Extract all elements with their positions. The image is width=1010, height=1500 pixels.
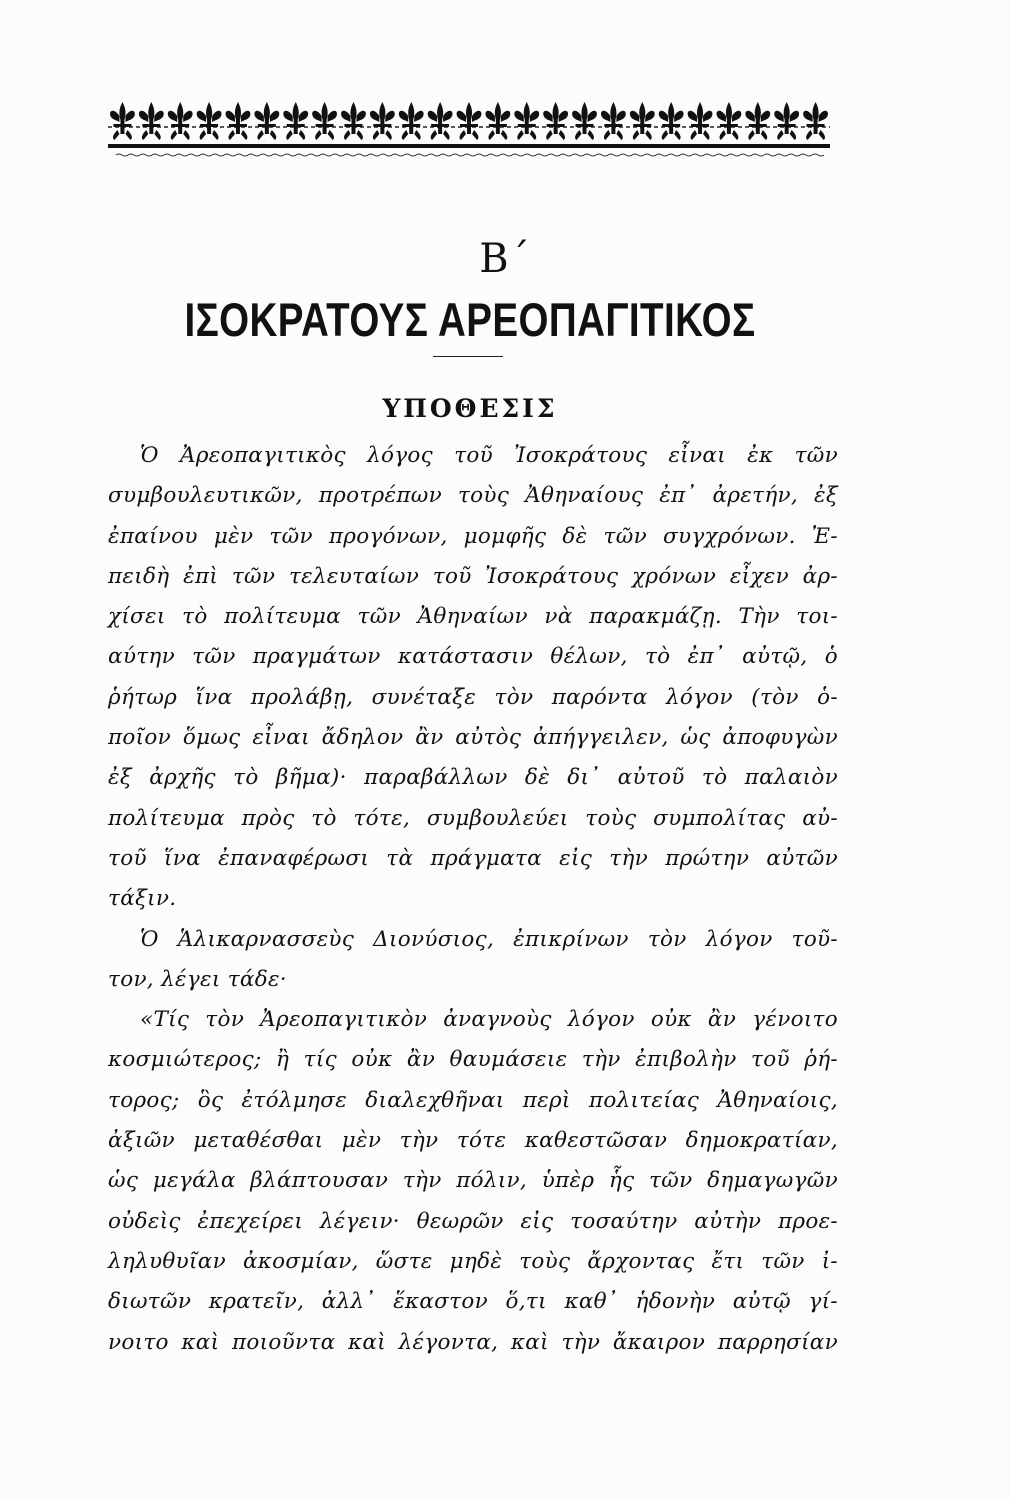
fleur-de-lis-icon [370,102,395,140]
fleur-de-lis-icon [514,102,539,140]
chapter-number: Β΄ [479,236,531,282]
fleur-de-lis-icon [341,102,366,140]
body-text [108,436,838,1363]
fleuron-border-icon [108,100,830,158]
text-line: αύτην τῶν πραγμάτων κατάστασιν θέλων, τὸ ἐπ᾽ αὐτῷ, ὁ [108,644,838,670]
text-line: πειδὴ ἐπὶ τῶν τελευταίων τοῦ Ἰσοκράτους χρόνων εἶχεν ἀρ- [108,563,838,589]
fleur-de-lis-icon [168,102,193,140]
fleur-de-lis-icon [457,102,482,140]
text-line: ἀξιῶν μεταθέσθαι μὲν τὴν τότε καθεστῶσαν δημοκρατίαν, [108,1128,838,1154]
text-line: «Τίς τὸν Ἀρεοπαγιτικὸν ἀναγνοὺς λόγον οὐκ ἂν γένοιτο [140,1007,838,1033]
text-line: ἐπαίνου μὲν τῶν προγόνων, μομφῆς δὲ τῶν συγχρόνων. Ἐ- [108,523,838,549]
title-divider [433,356,503,357]
fleur-de-lis-icon [717,102,742,140]
text-line: χίσει τὸ πολίτευμα τῶν Ἀθηναίων νὰ παρακμάζῃ. Τὴν τοι- [108,604,838,630]
text-line: τοῦ ἵνα ἐπαναφέρωσι τὰ πράγματα εἰς τὴν πρώτην αὐτῶν [108,845,838,871]
fleur-de-lis-icon [745,102,770,140]
decorative-header-band [108,100,830,158]
fleur-de-lis-icon [283,102,308,140]
fleur-de-lis-icon [254,102,279,140]
text-line: διωτῶν κρατεῖν, ἀλλ᾽ ἕκαστον ὅ,τι καθ᾽ ἡδονὴν αὐτῷ γί- [108,1289,838,1315]
text-line: οὐδεὶς ἐπεχείρει λέγειν· θεωρῶν εἰς τοσαύτην αὐτὴν προε- [108,1208,838,1234]
text-line: ἐξ ἀρχῆς τὸ βῆμα)· παραβάλλων δὲ δι᾽ αὐτοῦ τὸ παλαιὸν [108,765,838,791]
fleur-de-lis-icon [688,102,713,140]
text-line: ποῖον ὅμως εἶναι ἄδηλον ἂν αὐτὸς ἀπήγγειλεν, ὡς ἀποφυγὼν [108,725,838,751]
text-line: Ὁ Ἁλικαρνασσεὺς Διονύσιος, ἐπικρίνων τὸν λόγον τοῦ- [140,926,838,952]
text-line: ὡς μεγάλα βλάπτουσαν τὴν πόλιν, ὑπὲρ ἧς τῶν δημαγωγῶν [108,1168,838,1194]
fleur-de-lis-icon [110,102,135,140]
text-line: ληλυθυῖαν ἀκοσμίαν, ὥστε μηδὲ τοὺς ἄρχοντας ἔτι τῶν ἰ- [108,1248,838,1274]
text-line: συμβουλευτικῶν, προτρέπων τοὺς Ἀθηναίους ἐπ᾽ ἀρετήν, ἐξ [108,483,838,509]
fleur-de-lis-icon [428,102,453,140]
fleur-de-lis-icon [803,102,828,140]
text-line: νοιτο καὶ ποιοῦντα καὶ λέγοντα, καὶ τὴν ἄκαιρον παρρησίαν [108,1329,838,1355]
chapter-title: ΙΣΟΚΡΑΤΟΥΣ ΑΡΕΟΠΑΓΙΤΙΚΟΣ [184,293,756,346]
section-subtitle: ΥΠΟΘΕΣΙΣ [382,394,558,423]
text-line: κοσμιώτερος; ἢ τίς οὐκ ἂν θαυμάσειε τὴν ἐπιβολὴν τοῦ ῥή- [108,1047,838,1073]
fleur-de-lis-icon [630,102,655,140]
fleur-de-lis-icon [139,102,164,140]
fleur-de-lis-icon [399,102,424,140]
fleur-de-lis-icon [485,102,510,140]
text-line: τορος; ὃς ἐτόλμησε διαλεχθῆναι περὶ πολιτείας Ἀθηναίοις, [108,1087,838,1113]
text-line: τάξιν. [108,886,177,912]
text-line: πολίτευμα πρὸς τὸ τότε, συμβουλεύει τοὺς συμπολίτας αὐ- [108,805,838,831]
text-line: Ὁ Ἀρεοπαγιτικὸς λόγος τοῦ Ἰσοκράτους εἶναι ἐκ τῶν [140,443,838,468]
fleur-de-lis-icon [543,102,568,140]
fleur-de-lis-icon [774,102,799,140]
fleur-de-lis-icon [659,102,684,140]
fleur-de-lis-icon [601,102,626,140]
text-line: τον, λέγει τάδε· [108,966,287,992]
fleur-de-lis-icon [197,102,222,140]
fleur-de-lis-icon [226,102,251,140]
fleur-de-lis-icon [312,102,337,140]
fleur-de-lis-icon [572,102,597,140]
text-line: ῥήτωρ ἵνα προλάβῃ, συνέταξε τὸν παρόντα λόγον (τὸν ὁ- [108,684,838,710]
